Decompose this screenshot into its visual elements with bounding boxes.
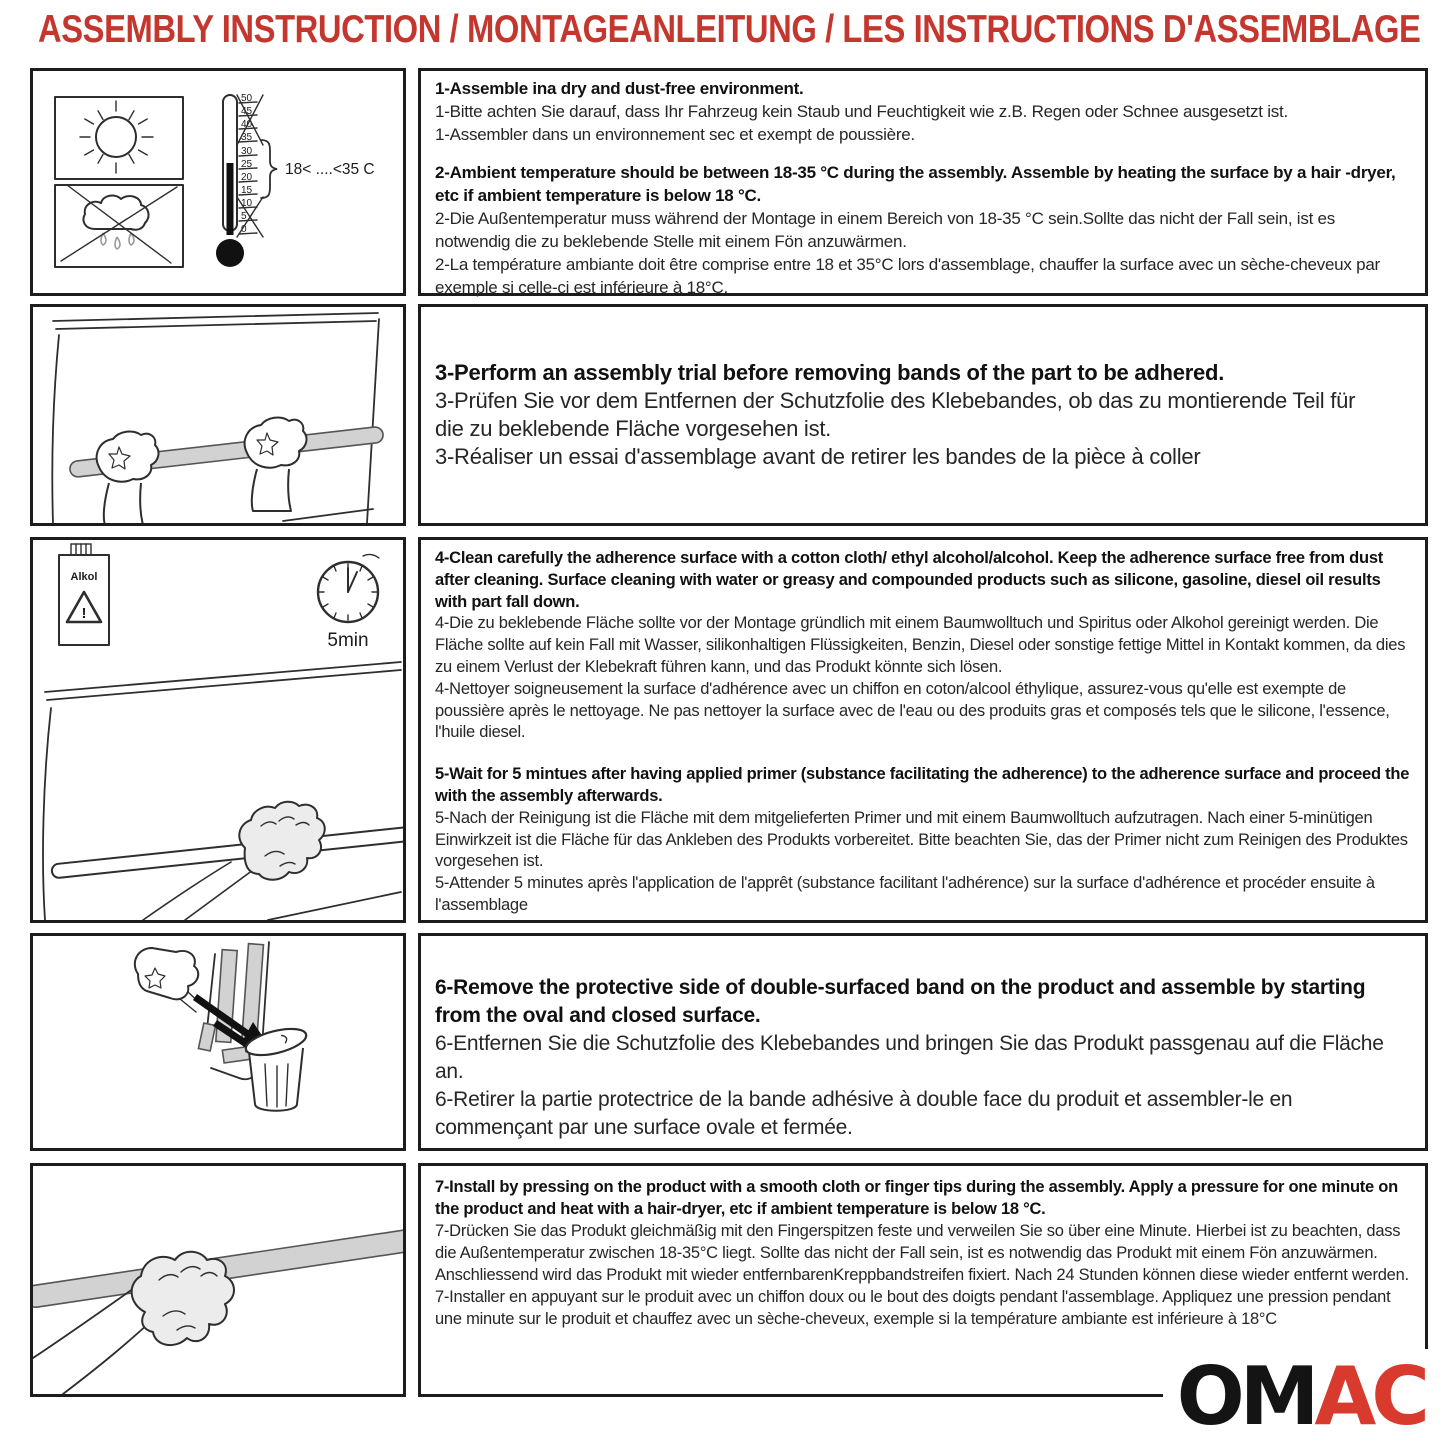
instruction-5-en: 5-Wait for 5 mintues after having applied primer (substance facilitating the adherence) to the adherence surface and proceed the with the assembly afterwards. xyxy=(435,765,1410,805)
section-remove-band xyxy=(0,933,1445,1151)
tick-40: 40 xyxy=(241,119,253,130)
peeling-hand-icon xyxy=(135,948,203,1012)
cleaning-illustration xyxy=(30,537,406,923)
environment-drawing xyxy=(33,71,403,293)
instruction-3-en: 3-Perform an assembly trial before removing bands of the part to be adhered. xyxy=(435,360,1225,385)
car-door-drawing xyxy=(52,313,379,523)
tick-50: 50 xyxy=(241,93,253,104)
tick-30: 30 xyxy=(241,146,253,157)
tick-20: 20 xyxy=(241,172,253,183)
remove-band-drawing xyxy=(33,936,403,1148)
instruction-6-fr: 6-Retirer la partie protectrice de la bande adhésive à double face du produit et assembler-le en commençant par une surface ovale et fermée. xyxy=(435,1088,1293,1139)
cleaning-text xyxy=(418,537,1428,923)
remove-band-illustration xyxy=(30,933,406,1151)
instruction-4-fr: 4-Nettoyer soigneusement la surface d'adhérence avec un chiffon en coton/alcool éthylique, assurez-vous qu'elle est exempte de poussière après le nettoyage. Ne pas nettoyer la surface avec de l'eau ou des produits gras et composés tels que le silicone, l'essence, l'huile diesel. xyxy=(435,679,1390,742)
tick-0: 0 xyxy=(241,224,247,235)
remove-band-text xyxy=(418,933,1428,1151)
tick-45: 45 xyxy=(241,106,253,117)
assembly-trial-text xyxy=(418,304,1428,526)
door-wipe-drawing xyxy=(43,662,403,920)
logo-text-red: AC xyxy=(1314,1350,1425,1443)
instruction-6-de: 6-Entfernen Sie die Schutzfolie des Klebebandes und bringen Sie das Produkt passgenau auf die Fläche an. xyxy=(435,1032,1384,1083)
logo-text-black: OM xyxy=(1176,1350,1315,1443)
no-rain-icon xyxy=(55,185,183,267)
instruction-7-fr: 7-Installer en appuyant sur le produit avec un chiffon doux ou le bout des doigts pendant l'assemblage. Appliquez une pression pendant une minute sur le produit et chauffez avec un sèche-cheveux, exemple si la température ambiante est inférieure à 18°C xyxy=(435,1288,1391,1328)
environment-text xyxy=(418,68,1428,296)
assembly-trial-drawing xyxy=(33,307,403,523)
bottle-label: Alkol xyxy=(70,571,98,583)
tick-15: 15 xyxy=(241,185,253,196)
instruction-3-fr: 3-Réaliser un essai d'assemblage avant de retirer les bandes de la pièce à coller xyxy=(435,444,1201,469)
cloth-hand-icon xyxy=(239,802,324,880)
molding-strip xyxy=(51,827,403,879)
instruction-4-de: 4-Die zu beklebende Fläche sollte vor der Montage gründlich mit einem Baumwolltuch und Spiritus oder Alkohol gereinigt werden. Die Fläche sollte auf kein Fall mit Wasser, silikonhaltigen Flüssigkeiten, Benzin, Diesel oder sonstige fettige Mittel in Kontakt kommen, da dies zu einem Verlust der Klebekraft führen kann, und das Produkt könnte sich lösen. xyxy=(435,614,1406,676)
instruction-6-en: 6-Remove the protective side of double-surfaced band on the product and assemble by starting from the oval and closed surface. xyxy=(435,976,1366,1027)
install-drawing xyxy=(33,1166,403,1394)
tick-25: 25 xyxy=(241,159,253,170)
tick-10: 10 xyxy=(241,198,253,209)
instruction-5-fr: 5-Attender 5 minutes après l'application de l'apprêt (substance facilitant l'adhérence) sur la surface d'adhérence et procéder ensuite à l'assemblage xyxy=(435,874,1375,914)
sun-icon xyxy=(55,97,183,179)
page-title: ASSEMBLY INSTRUCTION / MONTAGEANLEITUNG / LES INSTRUCTIONS D'ASSEMBLAGE xyxy=(38,8,1421,51)
tick-5: 5 xyxy=(241,211,247,222)
instruction-2-de: 2-Die Außentemperatur muss während der Montage in einem Bereich von 18-35 °C sein.Sollte das nicht der Fall sein, ist es notwendig die zu beklebende Stelle mit einem Fön anzuwärmen. xyxy=(435,209,1335,251)
instruction-7-de: 7-Drücken Sie das Produkt gleichmäßig mit den Fingerspitzen feste und verweilen Sie so über eine Minute. Hierbei ist zu beachten, dass die Außentemperatur zwischen 18-35°C liegt. Sollte das nicht der Fall sein, ist es notwendig das Produkt mit einem Fön anzuwärmen. Anschliessend wird das Produkt mit wieder entfernbarenKreppbandstreifen fixiert. Nach 24 Stunden können diese wieder entfernt werden. xyxy=(435,1222,1409,1284)
environment-illustration xyxy=(30,68,406,296)
instruction-1-en: 1-Assemble ina dry and dust-free environment. xyxy=(435,79,804,98)
cleaning-drawing xyxy=(33,540,403,920)
section-environment xyxy=(0,68,1445,296)
omac-logo xyxy=(1163,1349,1445,1445)
thermometer-icon xyxy=(216,93,375,267)
instruction-2-en: 2-Ambient temperature should be between 18-35 °C during the assembly. Assemble by heating the surface by a hair -dryer, etc if ambient temperature is below 18 °C. xyxy=(435,163,1396,205)
instruction-4-en: 4-Clean carefully the adherence surface with a cotton cloth/ ethyl alcohol/alcohol. Keep the adherence surface free from dust after cleaning. Surface cleaning with water or greasy and compounded products such as silicone, gasoline, diesel oil results with part fall down. xyxy=(435,549,1384,611)
instruction-7-en: 7-Install by pressing on the product with a smooth cloth or finger tips during the assembly. Apply a pressure for one minute on the product and heat with a hair-dryer, etc if ambient temperature is below 18 °C. xyxy=(435,1178,1398,1218)
hand-right-icon xyxy=(245,418,307,511)
section-assembly-trial xyxy=(0,304,1445,526)
section-cleaning xyxy=(0,537,1445,923)
temperature-range-label: 18< ....<35 C xyxy=(285,161,375,178)
tick-35: 35 xyxy=(241,132,253,143)
clock-label: 5min xyxy=(327,630,369,651)
warning-exclamation: ! xyxy=(81,605,87,622)
instruction-2-fr: 2-La température ambiante doit être comprise entre 18 et 35°C lors d'assemblage, chauffer la surface avec un sèche-cheveux par exemple si celle-ci est inférieure à 18°C. xyxy=(435,255,1380,297)
install-illustration xyxy=(30,1163,406,1397)
instruction-1-de: 1-Bitte achten Sie darauf, dass Ihr Fahrzeug kein Staub und Feuchtigkeit wie z.B. Regen oder Schnee ausgesetzt ist. xyxy=(435,102,1288,121)
hand-left-icon xyxy=(97,432,159,523)
assembly-trial-illustration xyxy=(30,304,406,526)
clock-icon xyxy=(318,554,379,651)
instruction-1-fr: 1-Assembler dans un environnement sec et exempt de poussière. xyxy=(435,125,915,144)
instruction-3-de: 3-Prüfen Sie vor dem Entfernen der Schutzfolie des Klebebandes, ob das zu montierende Teil für die zu beklebende Fläche vorgesehen ist. xyxy=(435,388,1356,441)
instruction-5-de: 5-Nach der Reinigung ist die Fläche mit dem mitgelieferten Primer und mit einem Baumwolltuch aufzutragen. Nach einer 5-minütigen Einwirkzeit ist die Fläche für das Ankleben des Produkts vorbereitet. Bitte beachten Sie, das der Primer nicht zum Reinigen des Produktes vorgesehen ist. xyxy=(435,808,1408,871)
alcohol-bottle-icon xyxy=(59,544,109,645)
